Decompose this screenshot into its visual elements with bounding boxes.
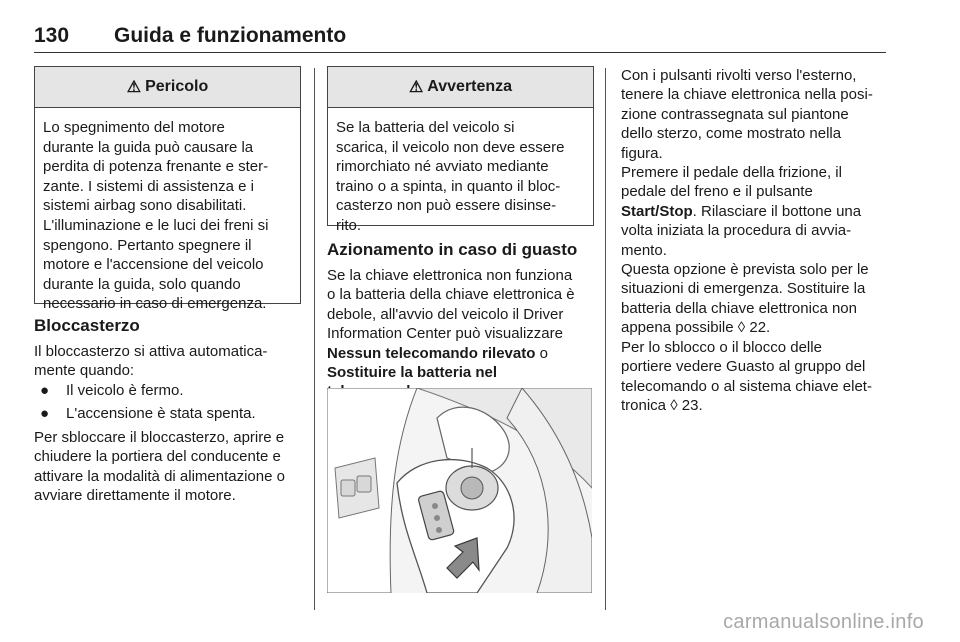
text-line <box>621 396 893 415</box>
text-line: mente quando: <box>34 362 135 380</box>
col3-paragraph-3 <box>621 260 893 338</box>
col3-paragraph-4 <box>621 338 893 416</box>
illustration-svg <box>327 388 592 593</box>
text-line: attivare la modalità di alimentazione o <box>34 467 285 485</box>
text-line: sistemi airbag sono disabilitati. <box>43 197 247 215</box>
text-line: figura. <box>621 144 663 162</box>
text-line: casterzo non può essere disinse- <box>336 197 557 215</box>
text-line: Lo spegnimento del motore <box>43 119 225 136</box>
text-line: portiere vedere Guasto al gruppo del <box>621 358 866 376</box>
watermark: carmanualsonline.info <box>723 611 924 633</box>
page-reference-link[interactable]: 23. <box>677 397 703 415</box>
text-line: Il bloccasterzo si attiva automatica- <box>34 343 268 360</box>
bullet-dot: ● <box>40 405 50 422</box>
text-line: pedale del freno e il pulsante <box>621 183 813 201</box>
bullet-text: Il veicolo è fermo. <box>66 382 184 399</box>
text-line: batteria della chiave elettronica non <box>621 299 857 317</box>
page-reference-icon: ◊ <box>737 319 746 337</box>
text-line: spengono. Pertanto spegnere il <box>43 236 252 254</box>
text-line: Premere il pedale della frizione, il <box>621 164 842 181</box>
bullet-text: L'accensione è stata spenta. <box>66 405 256 422</box>
text-line: volta iniziata la procedura di avvia- <box>621 222 852 240</box>
text-line: zione contrassegnata sul piantone <box>621 105 849 123</box>
text-line: Con i pulsanti rivolti verso l'esterno, <box>621 67 857 84</box>
text-line: traino o a spinta, in quanto il bloc- <box>336 177 561 195</box>
text-line: Se la batteria del veicolo si <box>336 119 515 136</box>
column-divider-2 <box>605 68 606 610</box>
text-line: debole, all'avvio del veicolo il Driver <box>327 305 564 323</box>
text-line: Per lo sblocco o il blocco delle <box>621 339 822 356</box>
section-title-bloccasterzo: Bloccasterzo <box>34 316 140 335</box>
text-line: Per sbloccare il bloccasterzo, aprire e <box>34 429 285 446</box>
text-line: Se la chiave elettronica non funziona <box>327 267 573 284</box>
steering-column-illustration <box>327 388 592 593</box>
avvertenza-box <box>327 66 594 234</box>
text-line: dello sterzo, come mostrato nella <box>621 125 842 143</box>
warning-triangle-icon: ⚠ <box>126 79 142 96</box>
message-sostituire-batteria: Sostituire la batteria nel <box>327 364 498 382</box>
text-line: durante la guida, solo quando <box>43 275 241 293</box>
pericolo-header <box>35 67 300 108</box>
page-title: Guida e funzionamento <box>114 24 347 47</box>
pericolo-text <box>35 108 300 322</box>
text-line: necessario in caso di emergenza. <box>43 295 267 313</box>
col3-paragraph-1 <box>621 66 893 163</box>
text-line: rimorchiato né avviato mediante <box>336 158 549 176</box>
azionamento-paragraph <box>327 266 597 402</box>
page-reference-link[interactable]: 22. <box>745 319 771 337</box>
page-header <box>34 24 886 53</box>
text-line <box>621 202 893 221</box>
text-line <box>327 344 597 363</box>
text-line: o la batteria della chiave elettronica è <box>327 286 575 304</box>
text-line <box>621 318 893 337</box>
warning-triangle-icon: ⚠ <box>408 79 424 96</box>
text-line: motore e l'accensione del veicolo <box>43 256 264 274</box>
text-line: perdita di potenza frenante e ster- <box>43 158 269 176</box>
conjunction: o <box>535 344 548 362</box>
pericolo-box <box>34 66 301 313</box>
text-line: Information Center può visualizzare <box>327 325 563 343</box>
text-line: Questa opzione è prevista solo per le <box>621 261 869 278</box>
page-reference-icon: ◊ <box>670 397 678 415</box>
bloccasterzo-intro <box>34 342 304 381</box>
col3-paragraph-2 <box>621 163 893 260</box>
message-nessun-telecomando: Nessun telecomando rilevato <box>327 344 536 362</box>
avvertenza-title: Avvertenza <box>427 78 513 95</box>
text-span: tronica <box>621 397 671 415</box>
text-span: appena possibile <box>621 319 738 337</box>
column-divider-1 <box>314 68 315 610</box>
text-line: L'illuminazione e le luci dei freni si <box>43 216 269 234</box>
text-span: . Rilasciare il bottone una <box>692 202 862 220</box>
bullet-dot: ● <box>40 382 50 399</box>
avvertenza-text <box>328 108 593 244</box>
text-line: mento. <box>621 241 667 259</box>
bloccasterzo-paragraph <box>34 428 306 506</box>
text-line: durante la guida può causare la <box>43 138 254 156</box>
section-title-azionamento: Azionamento in caso di guasto <box>327 240 578 259</box>
text-line: rito. <box>336 216 362 234</box>
page-number: 130 <box>34 24 70 47</box>
start-stop-button-label: Start/Stop <box>621 202 693 220</box>
text-line: telecomando o al sistema chiave elet- <box>621 377 872 395</box>
text-line: tenere la chiave elettronica nella posi- <box>621 86 873 104</box>
pericolo-title: Pericolo <box>145 78 209 95</box>
text-line: scarica, il veicolo non deve essere <box>336 138 565 156</box>
text-line: avviare direttamente il motore. <box>34 487 236 505</box>
text-line: situazioni di emergenza. Sostituire la <box>621 280 866 298</box>
text-line: zante. I sistemi di assistenza e i <box>43 177 254 195</box>
text-line: chiudere la portiera del conducente e <box>34 448 281 466</box>
avvertenza-header <box>328 67 593 108</box>
